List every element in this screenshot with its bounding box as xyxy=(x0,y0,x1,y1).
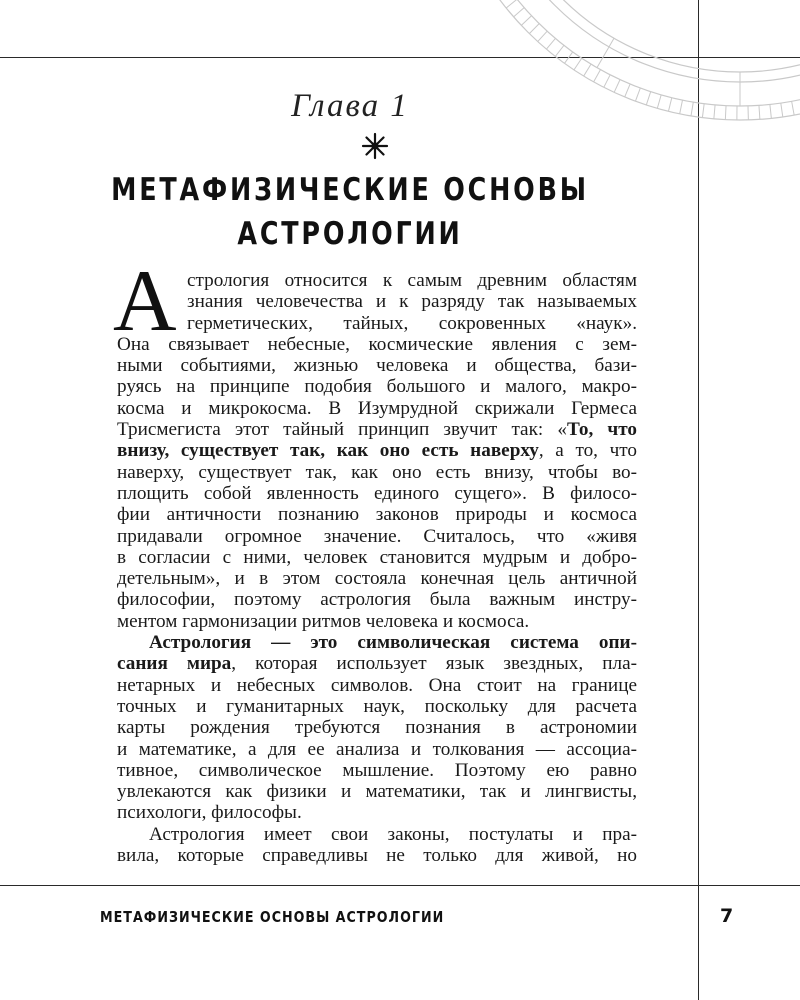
ornament-tick xyxy=(529,24,539,34)
ornament-tick xyxy=(574,58,582,70)
ornament-tick xyxy=(506,0,517,8)
text-line: знания человечества и к разряду так называемых xyxy=(187,291,637,313)
ornament-tick xyxy=(584,64,591,76)
text-line: стрология относится к самым древним областям xyxy=(187,270,637,291)
ornament-tick xyxy=(702,104,704,118)
chapter-title-line-2: АСТРОЛОГИИ xyxy=(237,216,463,252)
text-line: тивное, символическое мышление. Поэтому ею равно xyxy=(117,759,637,781)
text-line: площить собой явленность единого сущего». В филосо- xyxy=(117,482,637,504)
drop-cap: А xyxy=(113,253,177,350)
text-line: вила, которые справедливы не только для живой, но xyxy=(117,845,637,867)
ornament-tick xyxy=(725,106,726,120)
emphasis-run: сания мира xyxy=(117,653,232,675)
ornament-tick xyxy=(521,16,531,26)
text-line xyxy=(117,632,637,653)
chapter-title xyxy=(63,168,637,256)
emphasis-run: Астрология — это символическая система опи- xyxy=(149,632,637,654)
text-line xyxy=(117,419,637,440)
ornament-tick xyxy=(781,103,783,117)
emphasis-run: То, что xyxy=(566,419,637,441)
text-line: ментом гармонизации ритмов человека и космоса. xyxy=(117,610,530,632)
text-line: и математике, а для ее анализа и толкования — ассоциа- xyxy=(117,738,637,760)
text-line: фии античности познанию законов природы и космоса xyxy=(117,504,637,526)
ornament-tick xyxy=(770,104,771,118)
text-line: придавали огромное значение. Считалось, что «живя xyxy=(117,525,637,547)
text-line: философии, поэтому астрология была важным инстру- xyxy=(117,589,637,611)
eight-point-star-icon xyxy=(361,132,389,160)
ornament-tick xyxy=(514,8,525,17)
emphasis-run: внизу, существует так, как оно есть наверху xyxy=(117,440,539,462)
ornament-tick xyxy=(565,52,573,63)
text-run: , которая использует язык звездных, пла- xyxy=(231,653,637,675)
text-line xyxy=(117,653,637,674)
text-line: Она связывает небесные, космические явления с зем- xyxy=(117,333,637,355)
bottom-rule xyxy=(0,885,800,886)
ornament-tick xyxy=(538,31,547,41)
page-number: 7 xyxy=(720,905,734,927)
text-line: Астрология имеет свои законы, постулаты и пра- xyxy=(149,823,637,845)
text-line: нетарных и небесных символов. Она стоит на границе xyxy=(117,674,637,696)
text-line: в согласии с ними, человек становится мудрым и добро- xyxy=(117,546,637,568)
body-text xyxy=(113,253,637,867)
text-line: точных и гуманитарных наук, поскольку для расчета xyxy=(117,695,637,717)
text-line: косма и микрокосма. В Изумрудной скрижали Гермеса xyxy=(117,397,637,419)
text-run: , а то, что xyxy=(538,440,637,462)
zodiac-wheel-ornament xyxy=(440,0,800,150)
text-line: карты рождения требуются познания в астрономии xyxy=(117,717,637,739)
text-line: герметических, тайных, сокровенных «наук». xyxy=(187,312,637,334)
ornament-tick xyxy=(714,105,715,119)
text-line xyxy=(117,440,637,461)
ornament-tick xyxy=(555,45,564,56)
chapter-title-line-1: МЕТАФИЗИЧЕСКИЕ ОСНОВЫ xyxy=(111,172,589,208)
text-line: руясь на принципе подобия большого и малого, макро- xyxy=(117,376,637,398)
ornament-tick xyxy=(792,101,795,115)
text-line: детельным», и в этом состояла конечная цель античной xyxy=(117,568,637,590)
ornament-spoke xyxy=(597,38,614,67)
margin-rule xyxy=(698,0,699,1000)
ornament-tick xyxy=(759,105,760,119)
running-title: МЕТАФИЗИЧЕСКИЕ ОСНОВЫ АСТРОЛОГИИ xyxy=(100,908,445,926)
text-line: психологи, философы. xyxy=(117,802,302,824)
chapter-label: Глава 1 xyxy=(291,88,409,124)
text-line: увлекаются как физики и математики, так и лингвисты, xyxy=(117,781,637,803)
text-line: ными событиями, жизнью человека и общества, бази- xyxy=(117,355,637,377)
text-run: Трисмегиста этот тайный принцип звучит так: « xyxy=(117,419,567,441)
ornament-tick xyxy=(594,70,601,82)
ornament-tick xyxy=(604,75,610,87)
ornament-tick xyxy=(546,38,555,49)
text-line: наверху, существует так, как оно есть внизу, чтобы во- xyxy=(117,461,637,483)
